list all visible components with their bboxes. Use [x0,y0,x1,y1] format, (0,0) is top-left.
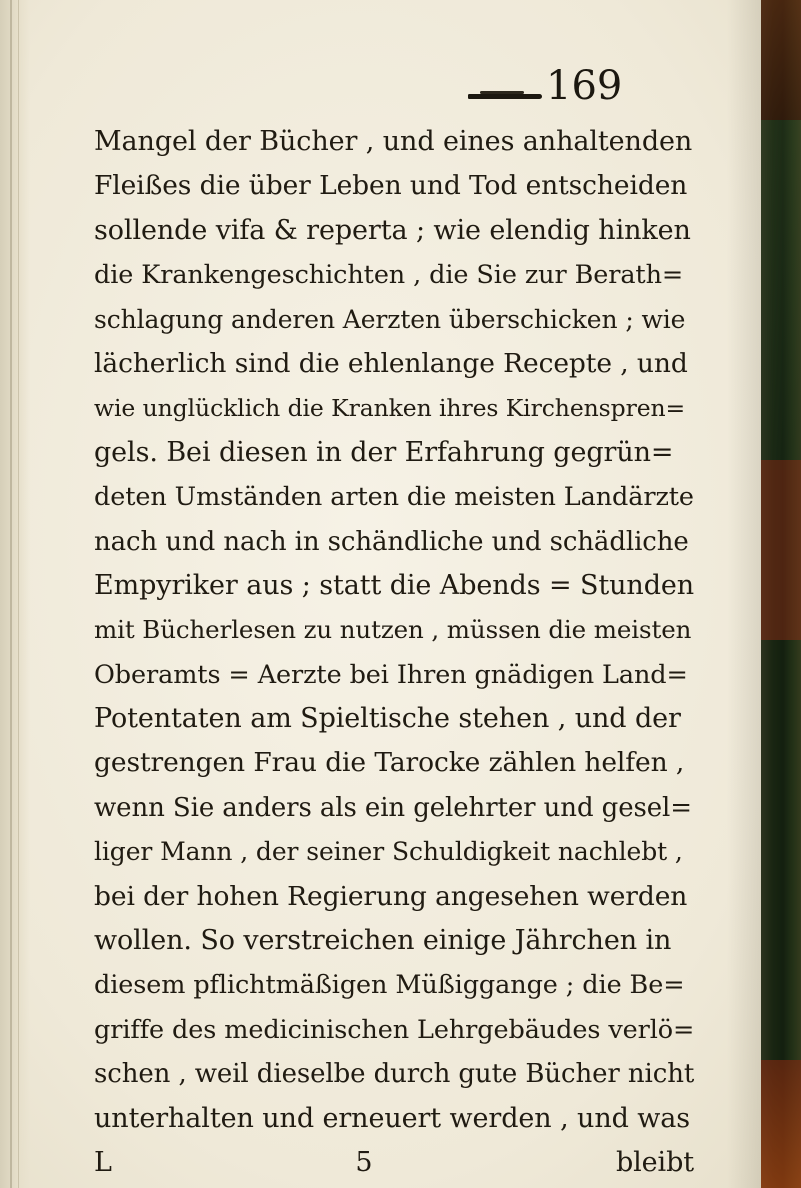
footer-line [94,1141,694,1185]
page-number: 169 [546,63,623,109]
text-line: die Krankengeschichten , die Sie zur Berath= [94,260,684,291]
signature-mark: L 5 [94,1146,373,1178]
text-line: wenn Sie anders als ein gelehrter und gesel= [94,792,692,823]
body-text [94,120,694,1185]
text-line: Empyriker aus ; statt die Abends = Stunden [94,569,695,601]
text-line: deten Umständen arten die meisten Landärzte [94,482,694,513]
text-line: unterhalten und erneuert werden , und was [94,1102,691,1134]
text-line: Mangel der Bücher , und eines anhaltenden [94,126,693,157]
text-line: schlagung anderen Aerzten überschicken ; wie [94,304,686,334]
text-line: nach und nach in schändliche und schädliche [94,526,689,557]
text-line: gels. Bei diesen in der Erfahrung gegrün= [94,436,674,468]
text-line: schen , weil dieselbe durch gute Bücher nicht [94,1059,695,1090]
page-gutter [0,0,30,1188]
text-line: wie unglücklich die Kranken ihres Kirchenspren= [94,394,686,423]
text-line: lächerlich sind die ehlenlange Recepte , und [94,347,688,379]
text-line: mit Bücherlesen zu nutzen , müssen die meisten [94,615,692,645]
text-line: griffe des medicinischen Lehrgebäudes verlö= [94,1014,695,1045]
text-line: gestrengen Frau die Tarocke zählen helfen , [94,747,685,779]
text-line: bei der hohen Regierung angesehen werden [94,880,688,912]
catchword: bleibt [615,1146,695,1178]
text-line: liger Mann , der seiner Schuldigkeit nachlebt , [94,837,683,867]
text-line: Oberamts = Aerzte bei Ihren gnädigen Land= [94,659,688,690]
text-line: Potentaten am Spieltische stehen , und der [94,703,681,735]
page-edge-shadow [727,0,761,1188]
text-line: wollen. So verstreichen einige Jährchen in [94,925,672,957]
text-line: sollende vifa & reperta ; wie elendig hinken [94,214,691,246]
header-ornament-rule [468,94,542,99]
text-line: diesem pflichtmäßigen Müßiggange ; die Be= [94,970,685,1001]
text-line: Fleißes die über Leben und Tod entscheiden [94,170,688,202]
book-cover-edge [761,0,801,1188]
